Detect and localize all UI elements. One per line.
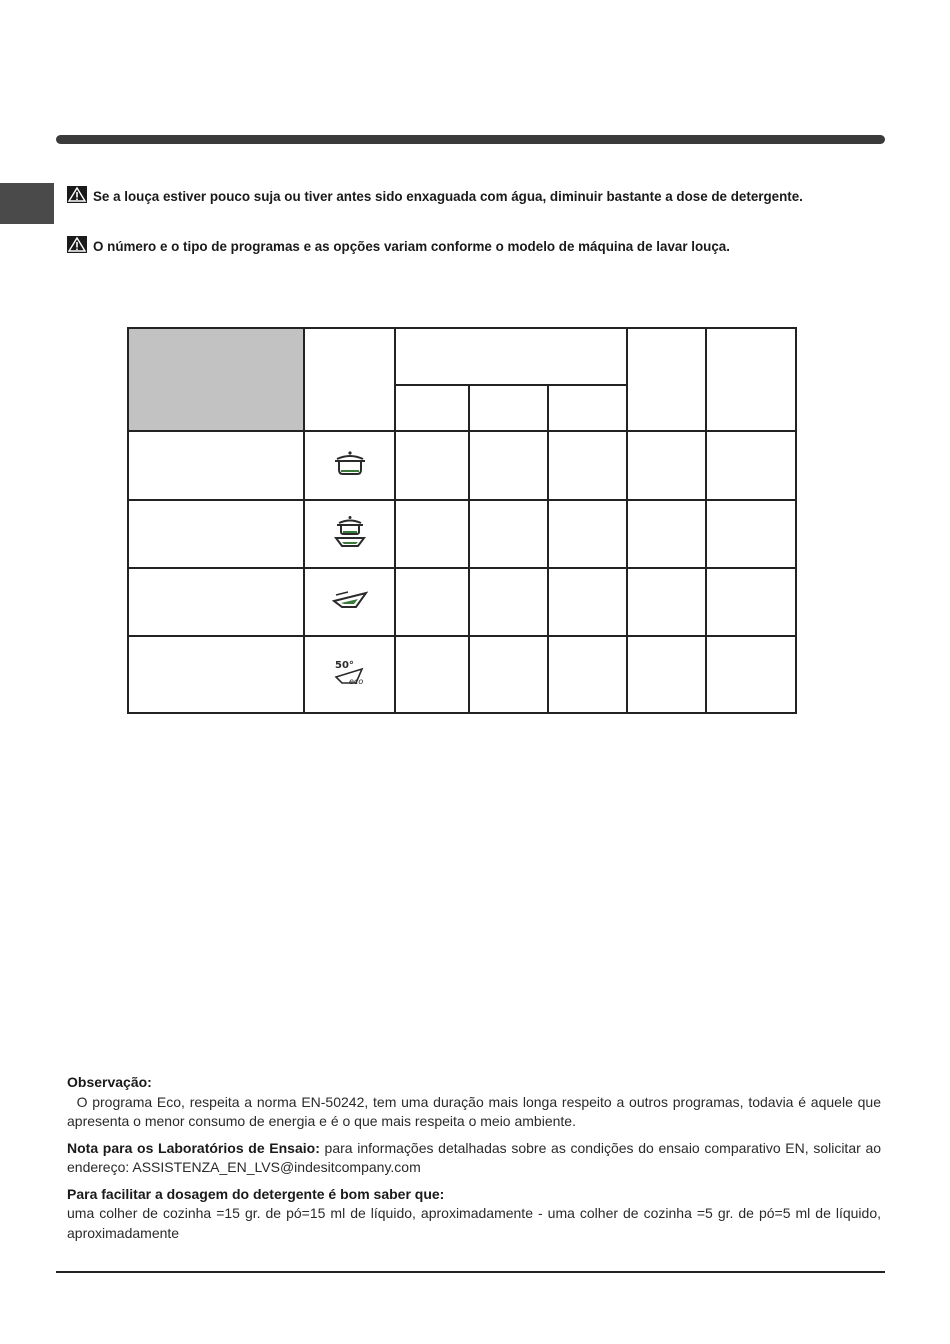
value-cell (548, 636, 627, 713)
value-cell (706, 500, 796, 568)
header-duration-cell (706, 328, 796, 431)
table-row (128, 636, 796, 713)
observation-text: O programa Eco, respeita a norma EN-50242, tem uma duração mais longa respeito a outros programas, todavia é aquele que apresenta o menor consumo de energia e é o que mais respeita o meio ambiente. (67, 1093, 881, 1129)
program-symbol-cell (304, 568, 395, 636)
value-cell (627, 431, 706, 500)
header-program-cell (128, 328, 304, 431)
value-cell (469, 431, 548, 500)
program-name-cell (128, 568, 304, 636)
value-cell (469, 500, 548, 568)
lab-note-text: para informações detalhadas sobre as condições do ensaio comparativo EN, solicitar ao endereço: ASSISTENZA_EN_LVS@indesitcompany.com (67, 1139, 882, 1175)
observation-note (67, 1073, 881, 1132)
eco-temperature-label: 50° (334, 660, 354, 671)
program-symbol-cell (304, 431, 395, 500)
warning-triangle-icon (67, 186, 87, 203)
value-cell (548, 431, 627, 500)
warning-note-2 (67, 236, 887, 256)
language-tab-marker (0, 183, 54, 224)
table-row (128, 431, 796, 500)
value-cell (627, 568, 706, 636)
table-row (128, 568, 796, 636)
notes-section (67, 1073, 881, 1250)
header-sub-cell-c (548, 385, 627, 431)
value-cell (706, 431, 796, 500)
header-sub-cell-b (469, 385, 548, 431)
value-cell (548, 568, 627, 636)
value-cell (469, 636, 548, 713)
value-cell (395, 568, 469, 636)
value-cell (395, 500, 469, 568)
pot-and-dish-icon (333, 515, 367, 549)
dosage-title: Para facilitar a dosagem do detergente é bom saber que: (67, 1185, 445, 1202)
value-cell (395, 636, 469, 713)
program-name-cell (128, 431, 304, 500)
program-symbol-cell (304, 636, 395, 713)
dosage-text: uma colher de cozinha =15 gr. de pó=15 ml de líquido, aproximadamente - uma colher de cozinha =5 gr. de pó=5 ml de líquido, aproximadamente (67, 1205, 881, 1241)
dosage-note (67, 1185, 881, 1244)
pot-icon (333, 450, 367, 476)
table-row (128, 500, 796, 568)
value-cell (395, 431, 469, 500)
program-name-cell (128, 636, 304, 713)
lab-note-title: Nota para os Laboratórios de Ensaio: (67, 1139, 320, 1156)
eco-50-icon (332, 657, 368, 687)
lab-note (67, 1139, 881, 1178)
value-cell (706, 636, 796, 713)
warning-text-1: Se a louça estiver pouco suja ou tiver antes sido enxaguada com água, diminuir bastante a dose de detergente. (93, 189, 803, 204)
header-rinse-aid-cell (627, 328, 706, 431)
warning-triangle-icon (67, 236, 87, 253)
header-detergent-cell (395, 328, 627, 385)
bottom-divider (56, 1271, 885, 1273)
program-name-cell (128, 500, 304, 568)
value-cell (548, 500, 627, 568)
eco-label: eco (348, 677, 363, 686)
programs-table (127, 327, 797, 714)
value-cell (706, 568, 796, 636)
quick-wash-icon (332, 589, 368, 611)
value-cell (627, 500, 706, 568)
header-sub-cell-a (395, 385, 469, 431)
value-cell (627, 636, 706, 713)
program-symbol-cell (304, 500, 395, 568)
observation-title: Observação: (67, 1074, 152, 1090)
top-divider (56, 135, 885, 144)
header-symbol-cell (304, 328, 395, 431)
warning-note-1 (67, 186, 847, 206)
warning-text-2: O número e o tipo de programas e as opções variam conforme o modelo de máquina de lavar louça. (93, 239, 730, 254)
value-cell (469, 568, 548, 636)
